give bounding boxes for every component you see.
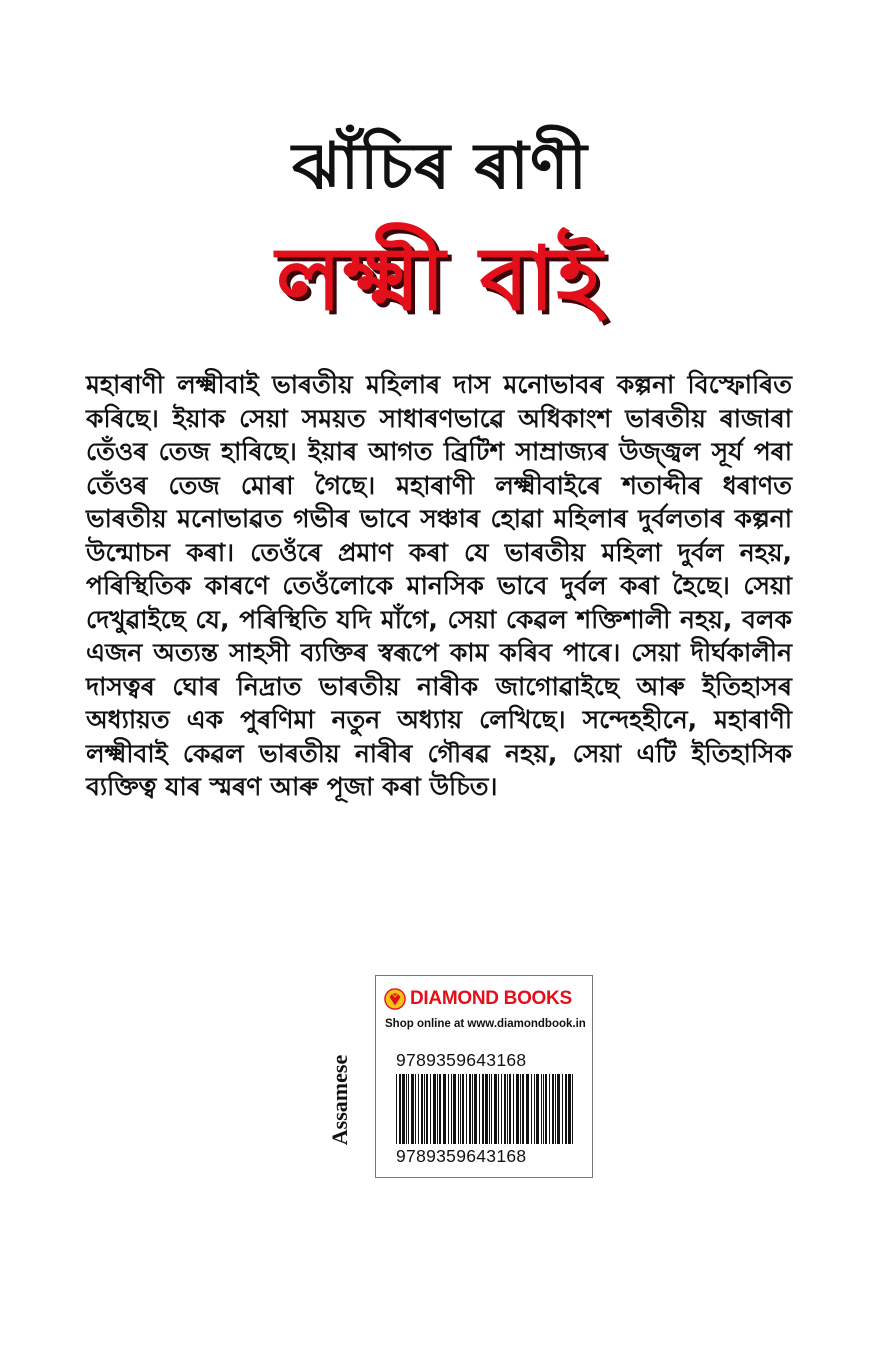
book-blurb: মহাৰাণী লক্ষ্মীবাই ভাৰতীয় মহিলাৰ দাস মনোভাবৰ কল্পনা বিস্ফোৰিত কৰিছে। ইয়াক সেয়া সময়ত সাধাৰণভাৱে অধিকাংশ ভাৰতীয় ৰাজাৰা তেঁওৰ তেজ হাৰিছে। ইয়াৰ আগত ব্ৰিটিশ সাম্ৰাজ্যৰ উজ্জ্বল সূৰ্য পৰা তেঁওৰ তেজ মোৰা গৈছে। মহাৰাণী লক্ষ্মীবাইৰে শতাব্দীৰ ধৰাণত ভাৰতীয় মনোভাৱত গভীৰ ভাবে সঞ্চাৰ হোৱা মহিলাৰ দুৰ্বলতাৰ কল্পনা উন্মোচন কৰা। তেওঁৰে প্ৰমাণ কৰা যে ভাৰতীয় মহিলা দুৰ্বল নহয়, পৰিস্থিতিক কাৰণে তেওঁলোকে মানসিক ভাবে দুৰ্বল কৰা হৈছে। সেয়া দেখুৱাইছে যে, পৰিস্থিতি যদি মাঁগে, সেয়া কেৱল শক্তিশালী নহয়, বলক এজন অত্যন্ত সাহসী ব্যক্তিৰ স্বৰূপে কাম কৰিব পাৰে। সেয়া দীৰ্ঘকালীন দাসত্বৰ ঘোৰ নিদ্ৰাত ভাৰতীয় নাৰীক জাগোৱাইছে আৰু ইতিহাসৰ অধ্যায়ত এক পুৰণিমা নতুন অধ্যায় লেখিছে। সন্দেহহীনে, মহাৰাণী লক্ষ্মীবাই কেৱল ভাৰতীয় নাৰীৰ গৌৰৱ নহয়, সেয়া এটি ইতিহাসিক ব্যক্তিত্ব যাৰ স্মৰণ আৰু পূজা কৰা উচিত। <box>86 370 792 801</box>
publisher-row <box>384 988 572 1010</box>
isbn-bottom: 9789359643168 <box>396 1146 527 1166</box>
diamond-logo-icon <box>384 988 406 1010</box>
title-line-2: লক্ষ্মী বাই <box>275 227 605 330</box>
language-label: Assamese <box>327 1054 352 1146</box>
title-line-1: ঝাঁচিৰ ৰাণী <box>292 130 588 204</box>
barcode-icon <box>396 1074 576 1144</box>
barcode-panel <box>375 975 593 1178</box>
isbn-top: 9789359643168 <box>396 1050 527 1070</box>
publisher-tagline: Shop online at www.diamondbook.in <box>385 1018 586 1030</box>
publisher-name: DIAMOND BOOKS <box>410 988 572 1009</box>
